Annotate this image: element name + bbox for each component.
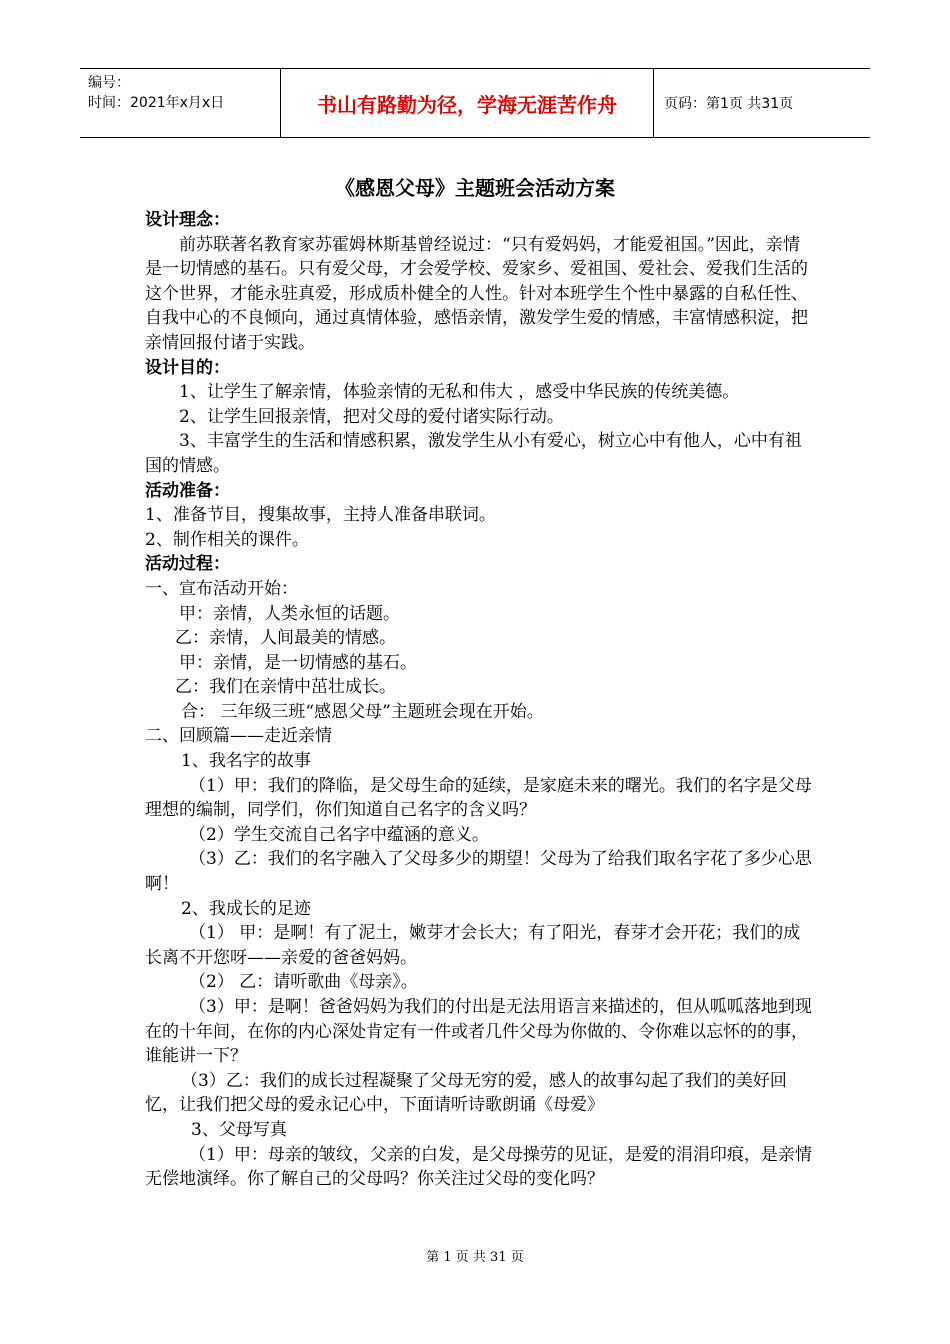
process-heading: 活动过程： (145, 554, 230, 575)
subsection-title: 3、父母写真 (191, 1119, 287, 1140)
part1-line: 乙：我们在亲情中茁壮成长。 (175, 677, 396, 698)
document-title: 《感恩父母》主题班会活动方案 (335, 176, 615, 200)
goal-heading: 设计目的： (145, 357, 230, 378)
part2-title: 二、回顾篇——走近亲情 (145, 726, 332, 747)
prep-item-1: 1、准备节目，搜集故事，主持人准备串联词。 (145, 505, 496, 526)
paragraph: （1）甲：母亲的皱纹，父亲的白发，是父母操劳的见证，是爱的涓涓印痕，是亲情无偿地演绎。你了解自己的父母吗？你关注过父母的变化吗？ (145, 1144, 812, 1190)
header-motto: 书山有路勤为径，学海无涯苦作舟 (280, 69, 654, 137)
part1-line: 乙：亲情，人间最美的情感。 (175, 628, 396, 649)
part1-title: 一、宣布活动开始： (145, 578, 298, 599)
concept-heading: 设计理念： (145, 210, 230, 230)
prep-item-2: 2、制作相关的课件。 (145, 529, 309, 550)
subsection-title: 1、我名字的故事 (181, 751, 311, 772)
part1-line: 甲：亲情，人类永恒的话题。 (179, 603, 400, 624)
document-body (145, 208, 815, 1192)
page-footer: 第 1 页 共 31 页 (426, 1250, 524, 1265)
paragraph: （3）乙：我们的成长过程凝聚了父母无穷的爱，感人的故事勾起了我们的美好回忆，让我们把父母的爱永记心中，下面请听诗歌朗诵《母爱》 (145, 1070, 787, 1116)
header-meta (80, 69, 280, 137)
paragraph: （3）乙：我们的名字融入了父母多少的期望！父母为了给我们取名字花了多少心思啊！ (145, 849, 812, 895)
goal-item-3: 3、丰富学生的生活和情感积累，激发学生从小有爱心，树立心中有他人，心中有祖国的情感。 (145, 431, 802, 476)
paragraph: （1） 甲：是啊！有了泥土，嫩芽才会长大；有了阳光，春芽才会开花；我们的成长离不开您呀——亲爱的爸爸妈妈。 (145, 923, 801, 968)
prep-heading: 活动准备： (145, 480, 230, 501)
document-header (80, 68, 870, 138)
paragraph: （2） 乙：请听歌曲《母亲》。 (189, 972, 418, 993)
goal-item-2: 2、让学生回报亲情，把对父母的爱付诸实际行动。 (179, 406, 564, 427)
part1-line: 甲：亲情，是一切情感的基石。 (179, 652, 417, 673)
paragraph: （1）甲：我们的降临，是父母生命的延续，是家庭未来的曙光。我们的名字是父母理想的编制，同学们，你们知道自己名字的含义吗？ (145, 775, 812, 821)
paragraph: （3）甲：是啊！爸爸妈妈为我们的付出是无法用语言来描述的，但从呱呱落地到现在的十年间，在你的内心深处肯定有一件或者几件父母为你做的、令你难以忘怀的的事，谁能讲一下？ (145, 997, 812, 1067)
time-label: 时间：2021年x月x日 (88, 95, 225, 111)
subsection-title: 2、我成长的足迹 (181, 898, 311, 919)
goal-item-1: 1、让学生了解亲情，体验亲情的无私和伟大 ，感受中华民族的传统美德。 (179, 382, 740, 403)
concept-paragraph: 前苏联著名教育家苏霍姆林斯基曾经说过：“只有爱妈妈，才能爱祖国。”因此，亲情是一切情感的基石。只有爱父母，才会爱学校、爱家乡、爱祖国、爱社会、爱我们生活的这个世界，才能永驻真爱，形成质朴健全的人性。针对本班学生个性中暴露的自私任性、自我中心的不良倾向，通过真情体验，感悟亲情，激发学生爱的情感，丰富情感积淀，把亲情回报付诸于实践。 (145, 234, 808, 353)
part1-line: 合： 三年级三班“感恩父母”主题班会现在开始。 (181, 701, 544, 722)
header-page-info: 页码：第1页 共31页 (664, 96, 794, 112)
paragraph: （2）学生交流自己名字中蕴涵的意义。 (189, 824, 489, 845)
number-label: 编号： (88, 75, 130, 91)
